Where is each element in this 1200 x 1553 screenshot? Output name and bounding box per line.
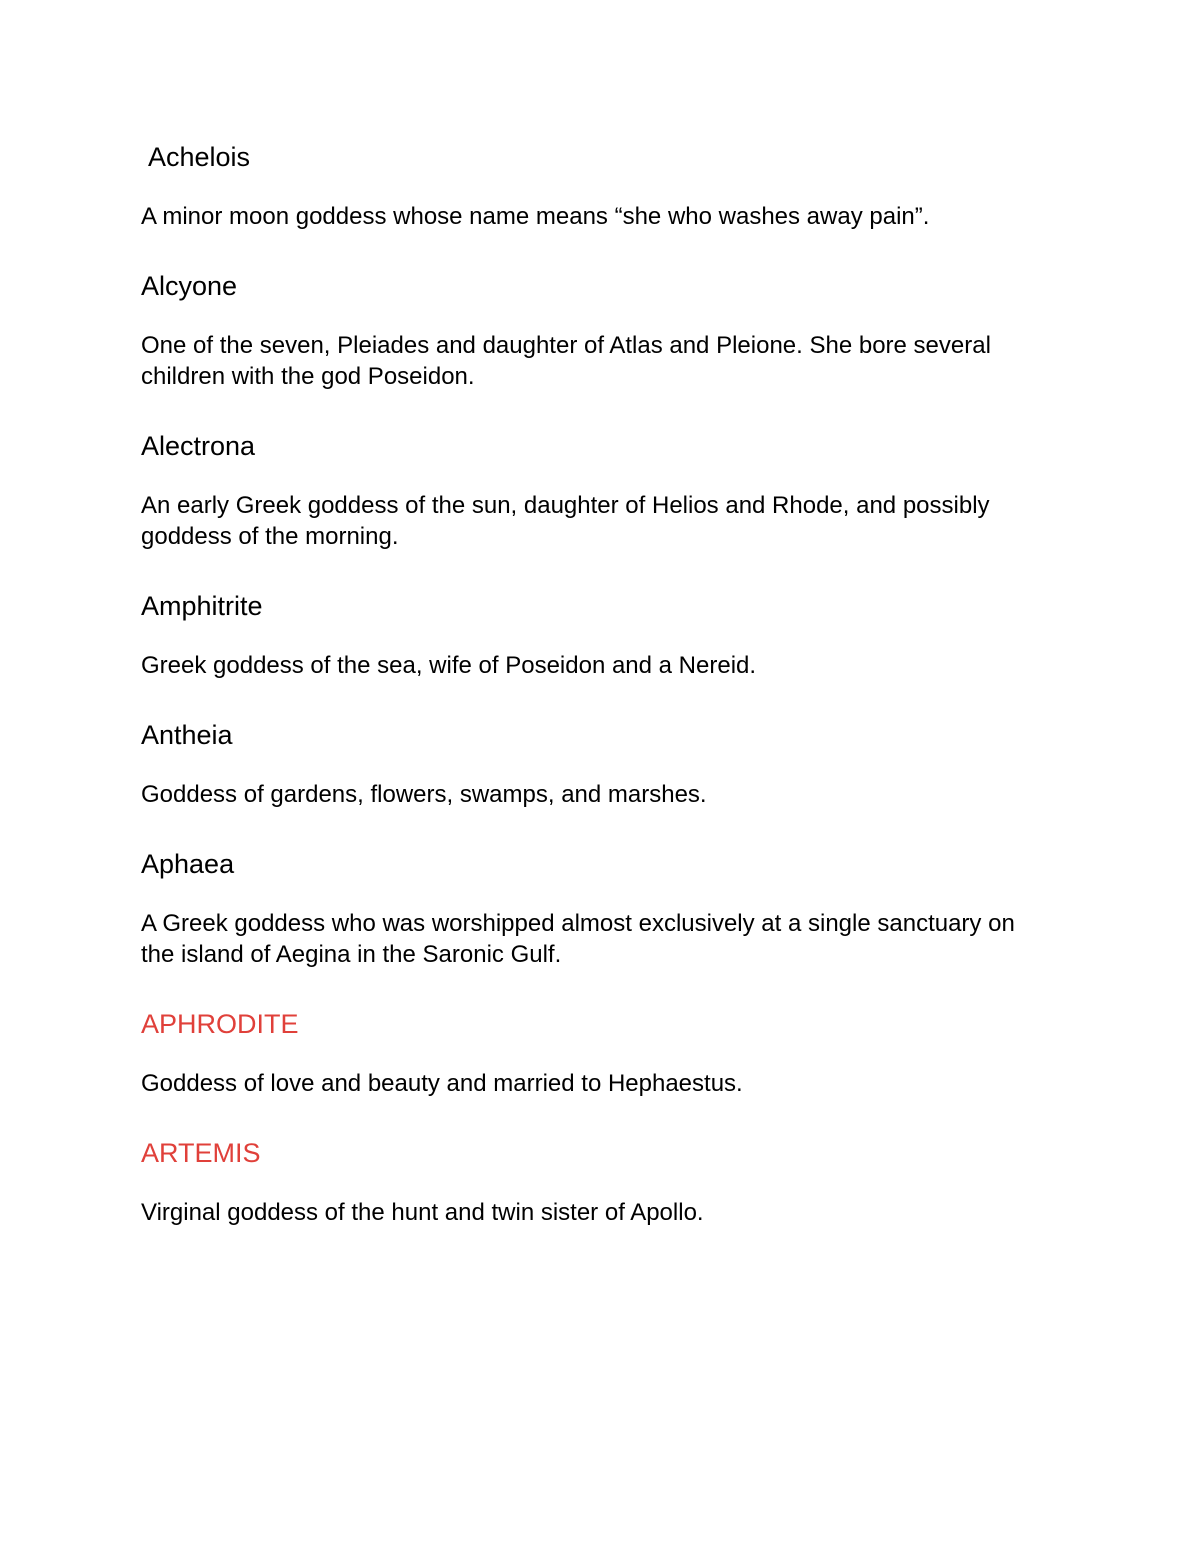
term-definition: Goddess of love and beauty and married to Hephaestus.	[141, 1070, 743, 1097]
entry-aphaea	[141, 847, 1041, 970]
entry-amphitrite	[141, 589, 1041, 681]
term-definition: Virginal goddess of the hunt and twin sister of Apollo.	[141, 1199, 704, 1226]
term-definition: Greek goddess of the sea, wife of Poseidon and a Nereid.	[141, 652, 757, 679]
term-definition: A Greek goddess who was worshipped almost exclusively at a single sanctuary on the island of Aegina in the Saronic Gulf.	[141, 910, 1015, 968]
term-heading: Alectrona	[141, 431, 256, 461]
entry-alectrona	[141, 429, 1041, 552]
term-heading-highlighted: ARTEMIS	[141, 1138, 261, 1168]
term-heading: Aphaea	[141, 849, 235, 879]
term-heading: Antheia	[141, 720, 233, 750]
term-heading: Alcyone	[141, 271, 238, 301]
entry-aphrodite	[141, 1007, 1041, 1099]
term-definition: A minor moon goddess whose name means “she who washes away pain”.	[141, 203, 930, 230]
term-heading: Achelois	[148, 142, 251, 172]
term-heading: Amphitrite	[141, 591, 263, 621]
term-definition: Goddess of gardens, flowers, swamps, and marshes.	[141, 781, 707, 808]
entry-alcyone	[141, 269, 1041, 392]
term-definition: An early Greek goddess of the sun, daughter of Helios and Rhode, and possibly goddess of the morning.	[141, 492, 990, 550]
entry-antheia	[141, 718, 1041, 810]
term-heading-highlighted: APHRODITE	[141, 1009, 299, 1039]
glossary-content	[141, 140, 1041, 1265]
entry-artemis	[141, 1136, 1041, 1228]
term-definition: One of the seven, Pleiades and daughter of Atlas and Pleione. She bore several children with the god Poseidon.	[141, 332, 991, 390]
entry-achelois	[141, 140, 1041, 232]
